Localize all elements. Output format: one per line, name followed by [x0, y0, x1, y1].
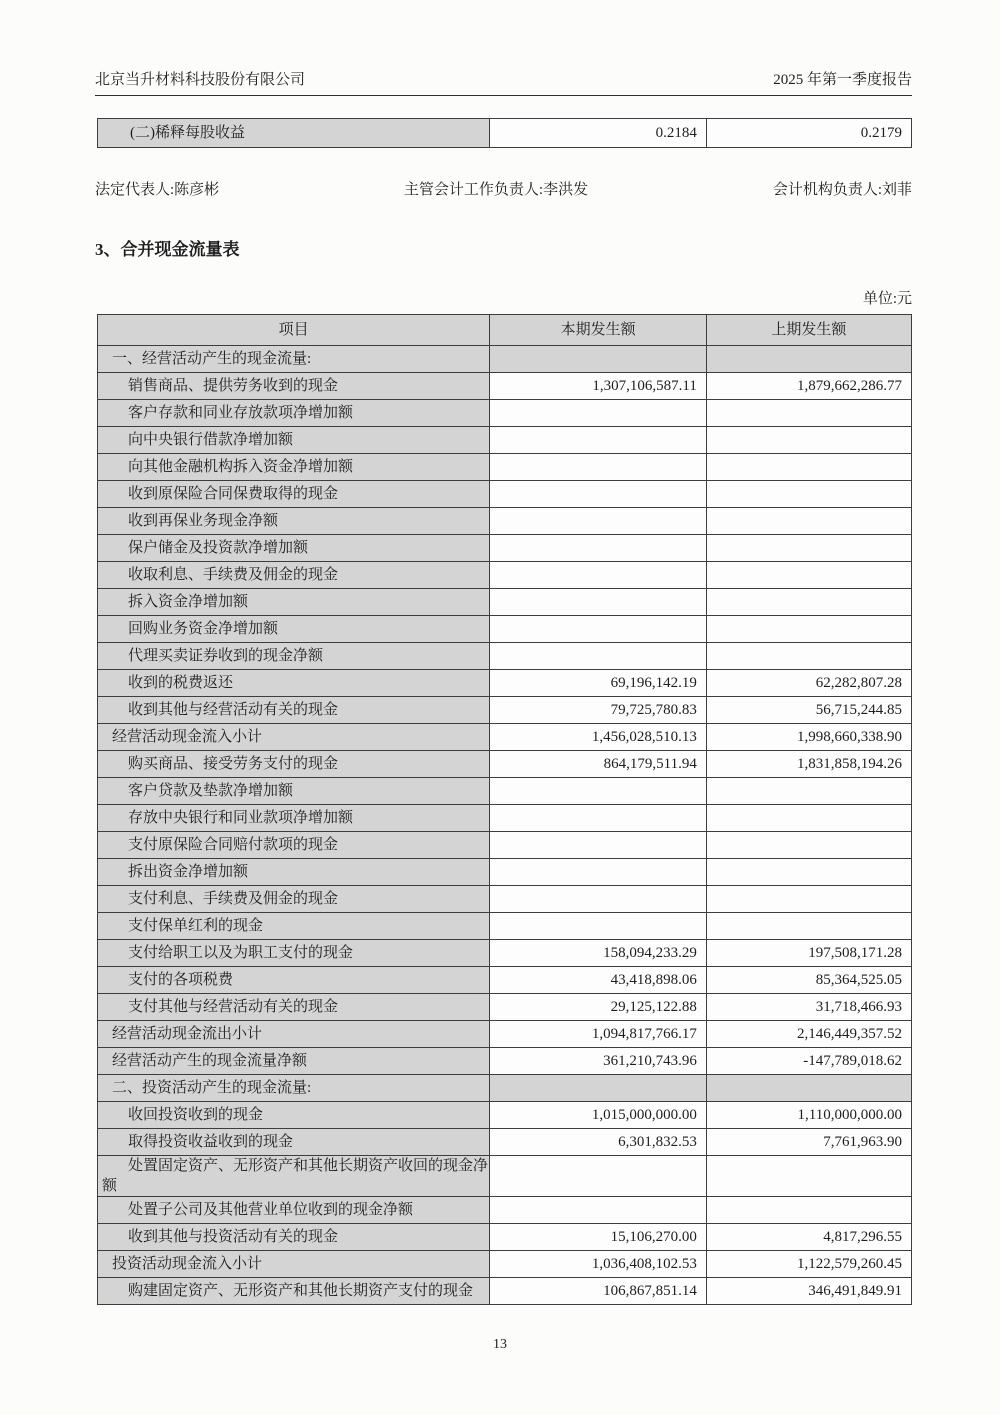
- current-period-value: [490, 589, 707, 616]
- prior-period-value: [706, 886, 911, 913]
- row-label: 二、投资活动产生的现金流量:: [98, 1075, 490, 1102]
- current-period-value: 79,725,780.83: [490, 697, 707, 724]
- table-row: [98, 1156, 912, 1197]
- table-row: [98, 1021, 912, 1048]
- doc-header: [95, 0, 912, 96]
- signature-legal-rep: 法定代表人:陈彦彬: [95, 182, 220, 198]
- row-label: 支付利息、手续费及佣金的现金: [98, 886, 490, 913]
- table-row: [98, 1278, 912, 1305]
- table-row: [98, 778, 912, 805]
- row-label: 支付保单红利的现金: [98, 913, 490, 940]
- eps-prior-value: 0.2179: [706, 119, 911, 148]
- row-label: 保户储金及投资款净增加额: [98, 535, 490, 562]
- col-header-prior-period: 上期发生额: [706, 315, 911, 346]
- current-period-value: 1,094,817,766.17: [490, 1021, 707, 1048]
- cash-flow-table: [97, 314, 912, 1305]
- current-period-value: [490, 805, 707, 832]
- row-label: 存放中央银行和同业款项净增加额: [98, 805, 490, 832]
- prior-period-value: [706, 589, 911, 616]
- prior-period-value: 1,998,660,338.90: [706, 724, 911, 751]
- table-row: [98, 373, 912, 400]
- prior-period-value: [706, 913, 911, 940]
- row-label: 回购业务资金净增加额: [98, 616, 490, 643]
- table-row: [98, 119, 912, 148]
- table-row: [98, 697, 912, 724]
- row-label: 客户存款和同业存放款项净增加额: [98, 400, 490, 427]
- row-label: 经营活动产生的现金流量净额: [98, 1048, 490, 1075]
- table-row: [98, 1102, 912, 1129]
- table-row: [98, 400, 912, 427]
- current-period-value: 158,094,233.29: [490, 940, 707, 967]
- current-period-value: [490, 400, 707, 427]
- current-period-value: 29,125,122.88: [490, 994, 707, 1021]
- prior-period-value: [706, 427, 911, 454]
- current-period-value: 6,301,832.53: [490, 1129, 707, 1156]
- table-row: [98, 1129, 912, 1156]
- prior-period-value: 197,508,171.28: [706, 940, 911, 967]
- table-row: [98, 616, 912, 643]
- signature-accounting-head: 主管会计工作负责人:李洪发: [403, 182, 589, 198]
- current-period-value: 106,867,851.14: [490, 1278, 707, 1305]
- prior-period-value: [706, 859, 911, 886]
- table-row: [98, 940, 912, 967]
- row-label: 经营活动现金流入小计: [98, 724, 490, 751]
- eps-current-value: 0.2184: [490, 119, 707, 148]
- table-row: [98, 1251, 912, 1278]
- table-row: [98, 859, 912, 886]
- col-header-current-period: 本期发生额: [490, 315, 707, 346]
- table-row: [98, 1224, 912, 1251]
- current-period-value: 43,418,898.06: [490, 967, 707, 994]
- current-period-value: [490, 859, 707, 886]
- prior-period-value: [706, 535, 911, 562]
- row-label: 支付其他与经营活动有关的现金: [98, 994, 490, 1021]
- prior-period-value: [706, 778, 911, 805]
- row-label: 收到其他与投资活动有关的现金: [98, 1224, 490, 1251]
- current-period-value: 1,307,106,587.11: [490, 373, 707, 400]
- prior-period-value: [706, 616, 911, 643]
- current-period-value: 1,036,408,102.53: [490, 1251, 707, 1278]
- row-label: 收取利息、手续费及佣金的现金: [98, 562, 490, 589]
- table-row: [98, 589, 912, 616]
- current-period-value: [490, 508, 707, 535]
- row-label: 收到再保业务现金净额: [98, 508, 490, 535]
- current-period-value: [490, 535, 707, 562]
- current-period-value: [490, 643, 707, 670]
- row-label: 购建固定资产、无形资产和其他长期资产支付的现金: [98, 1278, 490, 1305]
- table-header-row: [98, 315, 912, 346]
- row-label: 客户贷款及垫款净增加额: [98, 778, 490, 805]
- table-row: [98, 643, 912, 670]
- row-label: 收到其他与经营活动有关的现金: [98, 697, 490, 724]
- eps-table: [97, 118, 912, 148]
- row-label: 收到原保险合同保费取得的现金: [98, 481, 490, 508]
- table-row: [98, 967, 912, 994]
- prior-period-value: 1,122,579,260.45: [706, 1251, 911, 1278]
- col-header-item: 项目: [98, 315, 490, 346]
- table-row: [98, 562, 912, 589]
- row-label: 拆出资金净增加额: [98, 859, 490, 886]
- row-label: 代理买卖证券收到的现金净额: [98, 643, 490, 670]
- row-label: 向中央银行借款净增加额: [98, 427, 490, 454]
- current-period-value: [490, 346, 707, 373]
- eps-row-label: (二)稀释每股收益: [98, 119, 490, 148]
- table-row: [98, 535, 912, 562]
- prior-period-value: 85,364,525.05: [706, 967, 911, 994]
- prior-period-value: 62,282,807.28: [706, 670, 911, 697]
- prior-period-value: [706, 805, 911, 832]
- table-row: [98, 886, 912, 913]
- row-label: 收到的税费返还: [98, 670, 490, 697]
- current-period-value: [490, 1197, 707, 1224]
- table-row: [98, 454, 912, 481]
- current-period-value: [490, 1156, 707, 1197]
- current-period-value: 1,015,000,000.00: [490, 1102, 707, 1129]
- row-label: 销售商品、提供劳务收到的现金: [98, 373, 490, 400]
- page-number: 13: [493, 1337, 507, 1352]
- prior-period-value: [706, 562, 911, 589]
- prior-period-value: [706, 832, 911, 859]
- row-label: 向其他金融机构拆入资金净增加额: [98, 454, 490, 481]
- prior-period-value: 1,110,000,000.00: [706, 1102, 911, 1129]
- table-row: [98, 994, 912, 1021]
- table-row: [98, 805, 912, 832]
- prior-period-value: [706, 454, 911, 481]
- signature-agency-head: 会计机构负责人:刘菲: [772, 182, 912, 198]
- table-row: [98, 481, 912, 508]
- row-label: 处置固定资产、无形资产和其他长期资产收回的现金净额: [98, 1156, 490, 1197]
- row-label: 取得投资收益收到的现金: [98, 1129, 490, 1156]
- row-label: 支付的各项税费: [98, 967, 490, 994]
- table-row: [98, 1048, 912, 1075]
- row-label: 处置子公司及其他营业单位收到的现金净额: [98, 1197, 490, 1224]
- prior-period-value: 1,879,662,286.77: [706, 373, 911, 400]
- row-label: 经营活动现金流出小计: [98, 1021, 490, 1048]
- table-row: [98, 724, 912, 751]
- table-row: [98, 913, 912, 940]
- prior-period-value: [706, 400, 911, 427]
- prior-period-value: 7,761,963.90: [706, 1129, 911, 1156]
- unit-label: 单位:元: [862, 291, 912, 307]
- prior-period-value: 4,817,296.55: [706, 1224, 911, 1251]
- prior-period-value: [706, 1197, 911, 1224]
- prior-period-value: 2,146,449,357.52: [706, 1021, 911, 1048]
- table-row: [98, 346, 912, 373]
- prior-period-value: 31,718,466.93: [706, 994, 911, 1021]
- current-period-value: 15,106,270.00: [490, 1224, 707, 1251]
- row-label: 收回投资收到的现金: [98, 1102, 490, 1129]
- prior-period-value: 346,491,849.91: [706, 1278, 911, 1305]
- prior-period-value: 56,715,244.85: [706, 697, 911, 724]
- prior-period-value: [706, 508, 911, 535]
- current-period-value: 864,179,511.94: [490, 751, 707, 778]
- current-period-value: [490, 427, 707, 454]
- prior-period-value: [706, 643, 911, 670]
- prior-period-value: [706, 1075, 911, 1102]
- prior-period-value: [706, 346, 911, 373]
- row-label: 拆入资金净增加额: [98, 589, 490, 616]
- prior-period-value: 1,831,858,194.26: [706, 751, 911, 778]
- current-period-value: [490, 481, 707, 508]
- table-row: [98, 1075, 912, 1102]
- current-period-value: [490, 886, 707, 913]
- row-label: 购买商品、接受劳务支付的现金: [98, 751, 490, 778]
- table-row: [98, 751, 912, 778]
- prior-period-value: -147,789,018.62: [706, 1048, 911, 1075]
- current-period-value: [490, 616, 707, 643]
- report-title: 2025 年第一季度报告: [773, 72, 912, 88]
- current-period-value: [490, 913, 707, 940]
- table-row: [98, 427, 912, 454]
- table-row: [98, 1197, 912, 1224]
- section-title: 3、合并现金流量表: [95, 240, 240, 259]
- current-period-value: [490, 832, 707, 859]
- table-row: [98, 832, 912, 859]
- current-period-value: 361,210,743.96: [490, 1048, 707, 1075]
- current-period-value: [490, 1075, 707, 1102]
- signature-line: [95, 178, 912, 199]
- current-period-value: [490, 562, 707, 589]
- current-period-value: 1,456,028,510.13: [490, 724, 707, 751]
- row-label: 一、经营活动产生的现金流量:: [98, 346, 490, 373]
- table-row: [98, 508, 912, 535]
- row-label: 支付原保险合同赔付款项的现金: [98, 832, 490, 859]
- row-label: 投资活动现金流入小计: [98, 1251, 490, 1278]
- prior-period-value: [706, 481, 911, 508]
- current-period-value: [490, 454, 707, 481]
- prior-period-value: [706, 1156, 911, 1197]
- table-row: [98, 670, 912, 697]
- current-period-value: [490, 778, 707, 805]
- company-name: 北京当升材料科技股份有限公司: [95, 72, 306, 88]
- current-period-value: 69,196,142.19: [490, 670, 707, 697]
- row-label: 支付给职工以及为职工支付的现金: [98, 940, 490, 967]
